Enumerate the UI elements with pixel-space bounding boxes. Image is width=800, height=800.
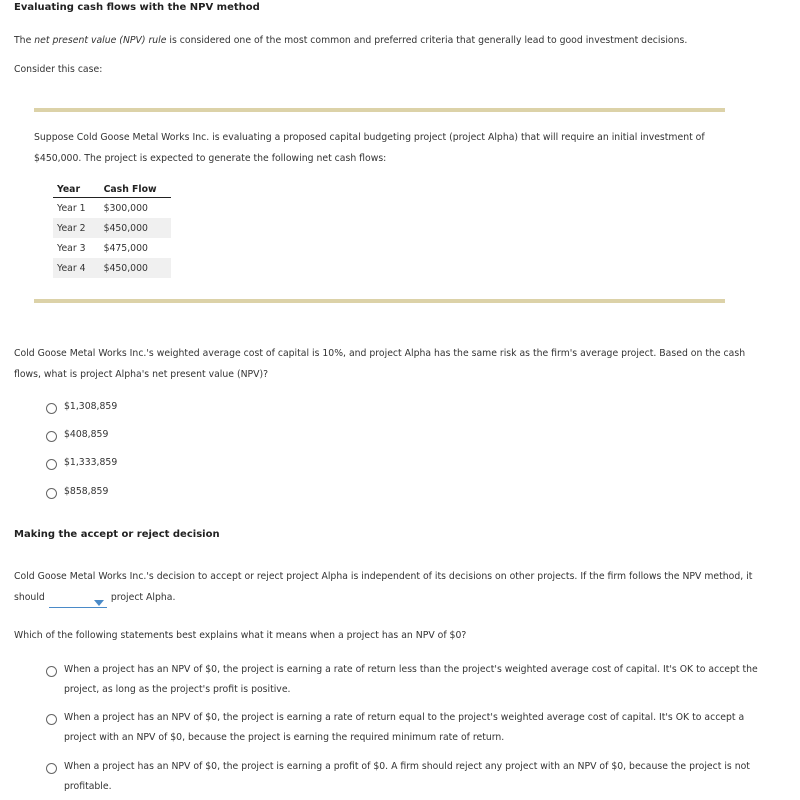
page-title: Evaluating cash flows with the NPV method xyxy=(14,2,260,13)
dropdown-arrow-icon[interactable] xyxy=(94,600,104,606)
radio-icon[interactable] xyxy=(46,714,57,725)
intro-text: The net present value (NPV) rule is considered one of the most common and preferred criteria that generally lead to good investment decisions. xyxy=(14,35,688,46)
decision-dropdown[interactable] xyxy=(49,597,107,608)
consider-text: Consider this case: xyxy=(14,64,103,75)
radio-icon[interactable] xyxy=(46,763,57,774)
question-zero-npv: Which of the following statements best explains what it means when a project has an NPV of $0? xyxy=(14,630,467,641)
npv-option-2[interactable]: $408,859 xyxy=(46,430,764,445)
cash-flow-table xyxy=(53,182,171,278)
radio-icon[interactable] xyxy=(46,431,57,442)
table-row: Year 1 $300,000 xyxy=(57,202,148,214)
divider-bottom xyxy=(34,299,725,303)
radio-icon[interactable] xyxy=(46,488,57,499)
npv-option-4[interactable]: $858,859 xyxy=(46,487,764,502)
divider-top xyxy=(34,108,725,112)
zero-npv-option-2[interactable]: When a project has an NPV of $0, the project is earning a rate of return equal to the project's weighted average cost of capital. It's OK to accept a project with an NPV of $0, because the project is earning the required minimum rate of return. xyxy=(46,713,764,748)
zero-npv-option-3[interactable]: When a project has an NPV of $0, the project is earning a profit of $0. A firm should reject any project with an NPV of $0, because the project is not profitable. xyxy=(46,762,764,797)
zero-npv-option-1[interactable]: When a project has an NPV of $0, the project is earning a rate of return less than the project's weighted average cost of capital. It's OK to accept the project, as long as the project's profit is positive. xyxy=(46,665,764,700)
radio-icon[interactable] xyxy=(46,403,57,414)
npv-option-3[interactable]: $1,333,859 xyxy=(46,458,764,473)
table-row: Year 4 $450,000 xyxy=(53,258,171,278)
header-cash-flow: Cash Flow xyxy=(90,182,171,198)
table-row: Year 2 $450,000 xyxy=(53,218,171,238)
radio-icon[interactable] xyxy=(46,459,57,470)
decision-text: Cold Goose Metal Works Inc.'s decision to accept or reject project Alpha is independent of its decisions on other projects. If the firm follows the NPV method, it should project Alpha. xyxy=(14,566,774,608)
section-heading: Making the accept or reject decision xyxy=(14,529,220,540)
table-row: Year 3 $475,000 xyxy=(57,242,148,254)
npv-option-1[interactable]: $1,308,859 xyxy=(46,402,764,417)
case-text: Suppose Cold Goose Metal Works Inc. is evaluating a proposed capital budgeting project (project Alpha) that will require an initial investment of $450,000. The project is expected to generate the following net cash flows: xyxy=(34,132,705,164)
question-npv: Cold Goose Metal Works Inc.'s weighted average cost of capital is 10%, and project Alpha has the same risk as the firm's average project. Based on the cash flows, what is project Alpha's net present value (NPV)? xyxy=(14,348,746,380)
radio-icon[interactable] xyxy=(46,666,57,677)
header-year: Year xyxy=(53,182,90,198)
